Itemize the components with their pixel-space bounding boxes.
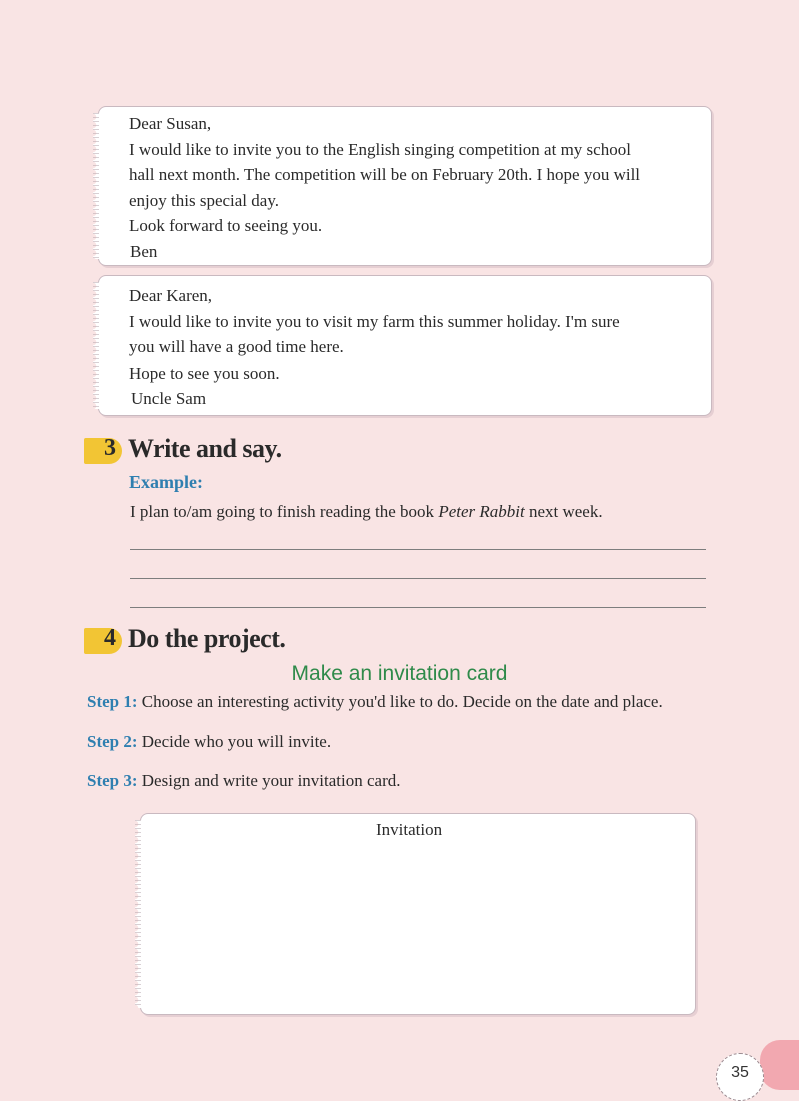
step-label: Step 3: (87, 771, 138, 790)
letter-line: you will have a good time here. (129, 337, 344, 356)
section-title: Write and say. (128, 434, 282, 463)
step-text: Design and write your invitation card. (137, 771, 401, 790)
letter-line: I would like to invite you to the English singing competition at my school (129, 140, 631, 159)
invitation-title: Invitation (376, 820, 443, 839)
letter-line: Dear Susan, (129, 114, 212, 133)
step-text: Choose an interesting activity you'd like to do. Decide on the date and place. (137, 692, 663, 711)
torn-edge (135, 820, 145, 1008)
example-sentence (130, 502, 603, 522)
letter-line: Dear Karen, (129, 286, 213, 305)
answer-line[interactable] (130, 549, 706, 550)
letter-line: I would like to invite you to visit my farm this summer holiday. I'm sure (129, 312, 620, 331)
number-badge (84, 438, 122, 464)
letter-line: enjoy this special day. (129, 191, 279, 210)
letter-line: hall next month. The competition will be on February 20th. I hope you will (129, 165, 641, 184)
letter-line: Hope to see you soon. (129, 364, 280, 383)
example-text: I plan to/am going to finish reading the book (130, 502, 439, 521)
answer-line[interactable] (130, 578, 706, 579)
step-label: Step 1: (87, 692, 138, 711)
invitation-card[interactable] (140, 813, 696, 1015)
project-subtitle: Make an invitation card (291, 662, 508, 685)
example-text: next week. (524, 502, 603, 521)
number-badge (84, 628, 122, 654)
step-2 (87, 732, 331, 752)
step-label: Step 2: (87, 732, 138, 751)
section-title: Do the project. (128, 624, 286, 653)
letter-signature: Ben (130, 242, 158, 261)
section-number: 3 (104, 435, 116, 461)
letter-signature: Uncle Sam (131, 389, 207, 408)
answer-line[interactable] (130, 607, 706, 608)
step-text: Decide who you will invite. (137, 732, 332, 751)
step-1 (87, 692, 663, 712)
page-corner-tab (760, 1040, 799, 1090)
torn-edge (93, 113, 103, 259)
torn-edge (93, 282, 103, 409)
section-number: 4 (104, 625, 116, 651)
step-3 (87, 771, 401, 791)
example-label: Example: (129, 472, 203, 492)
letter-line: Look forward to seeing you. (129, 216, 323, 235)
book-title: Peter Rabbit (438, 502, 525, 521)
page-number: 35 (716, 1053, 764, 1101)
